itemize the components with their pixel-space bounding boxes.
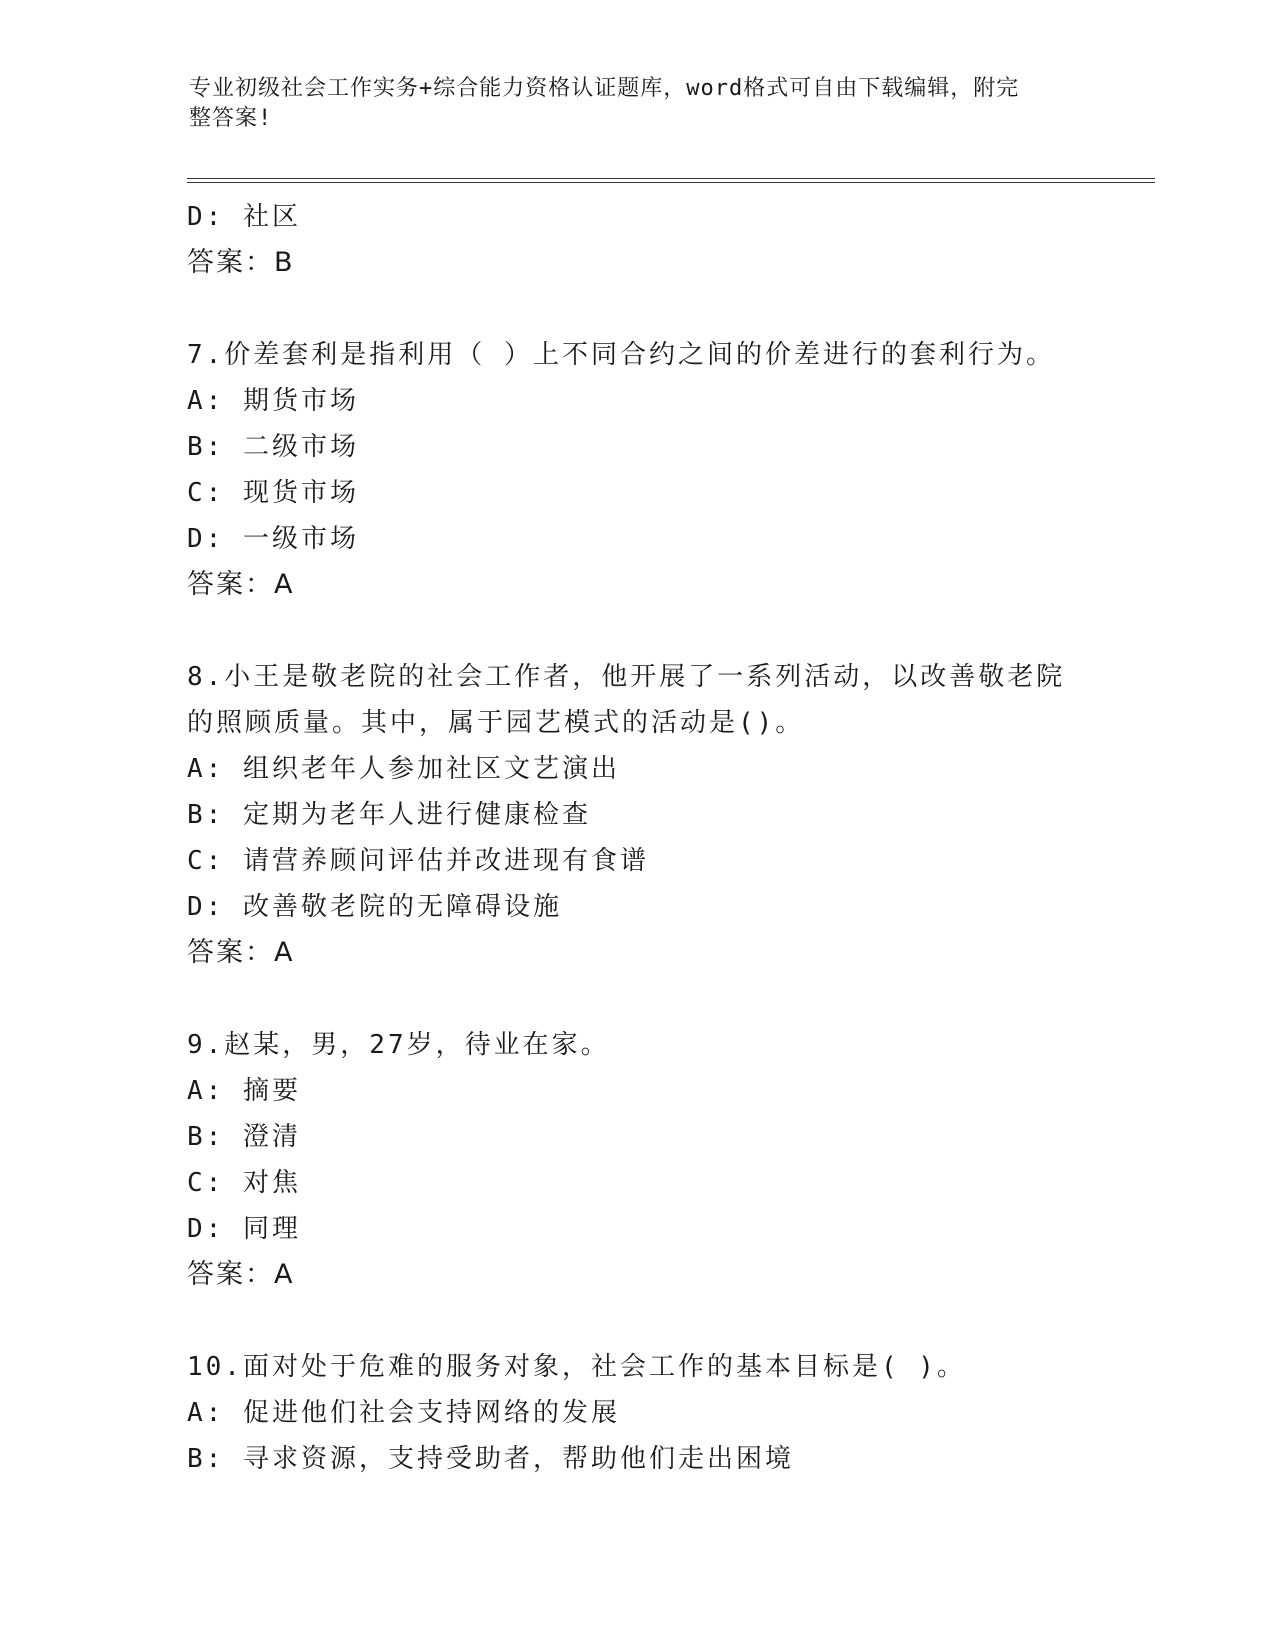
- question-8-option-b: B: 定期为老年人进行健康检查: [187, 800, 591, 830]
- question-10-option-b: B: 寻求资源，支持受助者，帮助他们走出困境: [187, 1444, 794, 1474]
- header-rule-bottom: [187, 182, 1155, 183]
- question-8-option-c: C: 请营养顾问评估并改进现有食谱: [187, 846, 649, 876]
- question-8-stem-line-1: 8.小王是敬老院的社会工作者，他开展了一系列活动，以改善敬老院: [187, 662, 1066, 692]
- question-9-stem: 9.赵某，男，27岁，待业在家。: [187, 1030, 610, 1060]
- spacer: [187, 976, 1087, 1022]
- question-content: [187, 194, 1087, 1482]
- question-8-stem-line-2: 的照顾质量。其中，属于园艺模式的活动是()。: [187, 708, 805, 738]
- prev-option-d: D: 社区: [187, 202, 301, 232]
- question-7-stem: 7.价差套利是指利用（ ）上不同合约之间的价差进行的套利行为。: [187, 340, 1055, 370]
- question-9-answer: 答案：A: [187, 1259, 295, 1290]
- header-rule-top: [187, 178, 1155, 179]
- question-10-stem: 10.面对处于危难的服务对象，社会工作的基本目标是( )。: [187, 1352, 966, 1382]
- header-line-1: 专业初级社会工作实务+综合能力资格认证题库，word格式可自由下载编辑，附完: [189, 76, 1020, 101]
- question-9-option-b: B: 澄清: [187, 1122, 301, 1152]
- spacer: [187, 1298, 1087, 1344]
- question-10-option-a: A: 促进他们社会支持网络的发展: [187, 1398, 620, 1428]
- spacer: [187, 608, 1087, 654]
- prev-answer: 答案：B: [187, 247, 295, 278]
- question-7-answer: 答案：A: [187, 569, 295, 600]
- document-header: [189, 74, 1079, 134]
- question-8-option-a: A: 组织老年人参加社区文艺演出: [187, 754, 620, 784]
- question-9-option-d: D: 同理: [187, 1214, 301, 1244]
- question-8-answer: 答案：A: [187, 937, 295, 968]
- header-line-2: 整答案!: [189, 106, 273, 131]
- question-9-option-c: C: 对焦: [187, 1168, 301, 1198]
- question-7-option-b: B: 二级市场: [187, 432, 359, 462]
- question-7-option-d: D: 一级市场: [187, 524, 359, 554]
- question-9-option-a: A: 摘要: [187, 1076, 301, 1106]
- spacer: [187, 286, 1087, 332]
- question-7-option-a: A: 期货市场: [187, 386, 359, 416]
- question-8-option-d: D: 改善敬老院的无障碍设施: [187, 892, 562, 922]
- question-7-option-c: C: 现货市场: [187, 478, 359, 508]
